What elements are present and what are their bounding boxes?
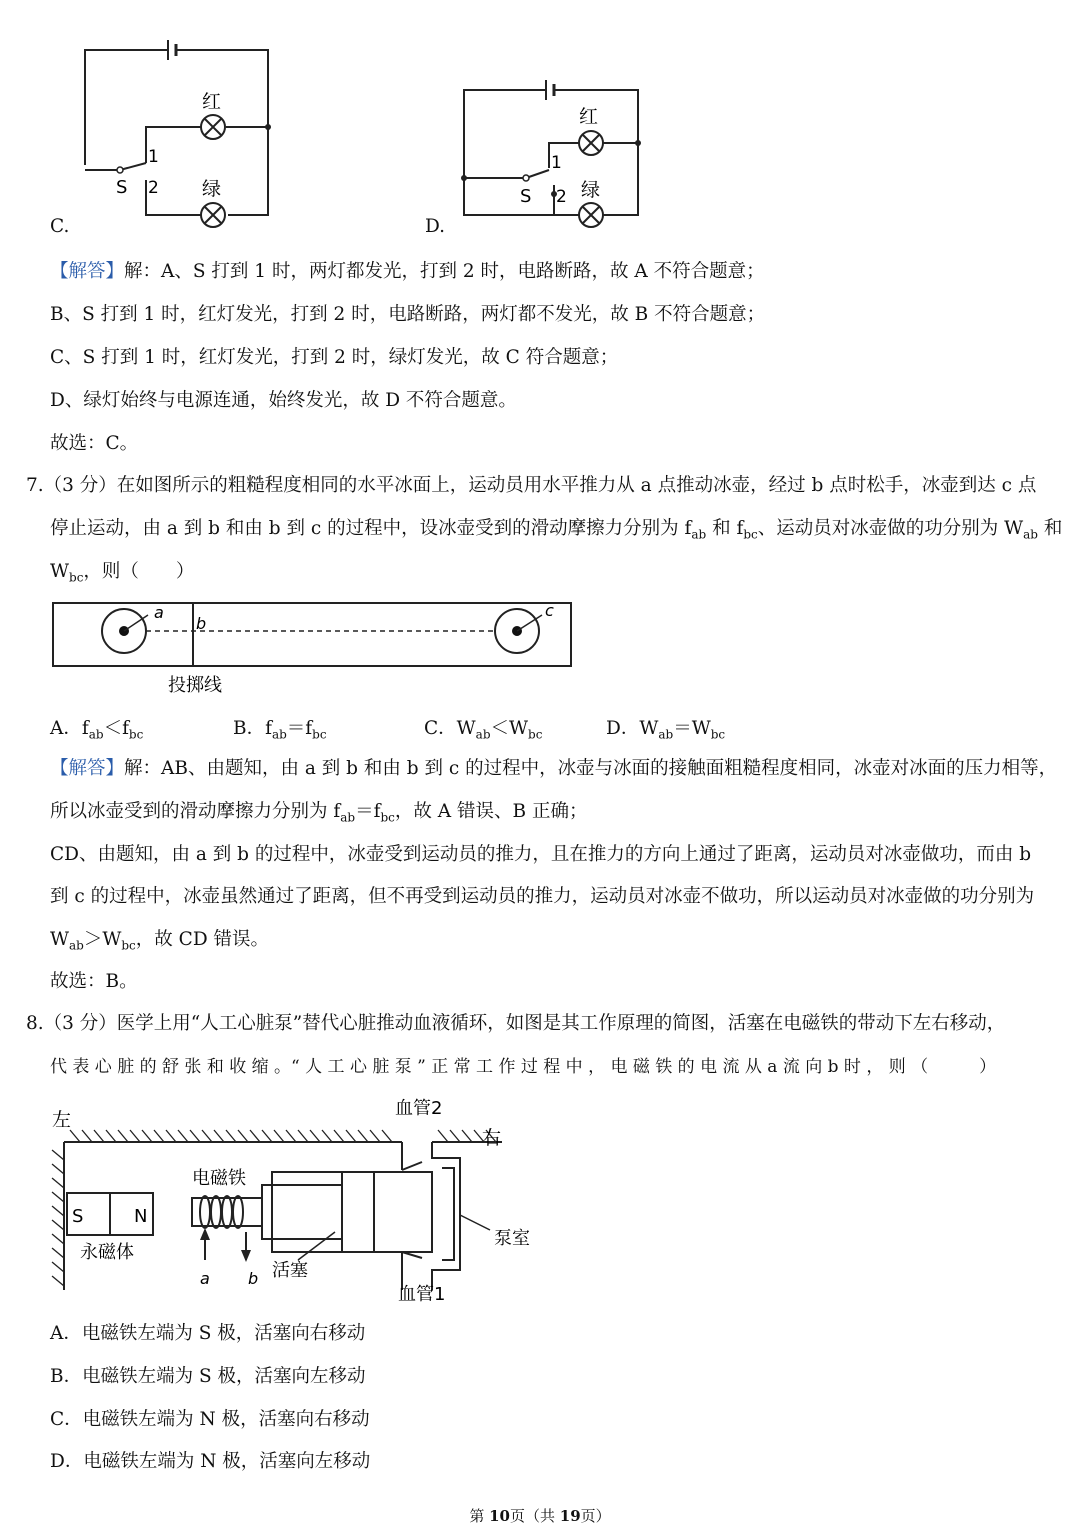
curling-figure (50, 598, 580, 700)
q8-option-c[interactable]: C．电磁铁左端为 N 极，活塞向右移动 (50, 1409, 370, 1430)
contact-1-label: 1 (148, 147, 159, 167)
figure-c-letter: C. (50, 216, 70, 237)
q7-option-c[interactable]: C．$W_{ab}<W_{bc}$ (424, 718, 543, 742)
magnet-n-label: N (134, 1206, 148, 1227)
contact-1-label: 1 (551, 153, 562, 173)
terminal-a-label: a (200, 1269, 210, 1288)
circuit-figure-c (40, 30, 300, 240)
terminal-b-label: b (248, 1269, 259, 1288)
vessel-2-label: 血管2 (395, 1098, 443, 1119)
q7-answer-line-3: CD、由题知，由 a 到 b 的过程中，冰壶受到运动员的推力，且在推力的方向上通过了距离，运动员对冰壶做功，而由 b (50, 844, 1032, 865)
page-number: 10 (489, 1507, 510, 1525)
contact-2-label: 2 (148, 178, 159, 198)
q7-option-b[interactable]: B．$f_{ab}=f_{bc}$ (233, 718, 327, 742)
lamp-red-label: 红 (202, 91, 222, 113)
q6-answer-line-3: C、S 打到 1 时，红灯发光，打到 2 时，绿灯发光，故 C 符合题意； (50, 347, 619, 368)
magnet-label: 永磁体 (80, 1242, 134, 1263)
left-label: 左 (52, 1109, 72, 1131)
q8-stem-line-2: 代 表 心 脏 的 舒 张 和 收 缩 。“ 人 工 心 脏 泵 ” 正 常 工 作 过 程 中 ， 电 磁 铁 的 电 流 从 a 流 向 b 时 ， 则 （ ） (50, 1057, 997, 1077)
vessel-1-label: 血管1 (398, 1284, 446, 1305)
q6-answer-line-2: B、S 打到 1 时，红灯发光，打到 2 时，电路断路，两灯都不发光，故 B 不符合题意； (50, 304, 766, 325)
q7-stem-line-3: $W_{bc}$，则（ ） (50, 561, 195, 585)
circuit-figure-d (440, 70, 660, 240)
pump-chamber-label: 泵室 (494, 1228, 530, 1249)
lamp-green-label: 绿 (202, 178, 222, 200)
q6-answer-line-1: 【解答】解：A、S 打到 1 时，两灯都发光，打到 2 时，电路断路，故 A 不符合题意； (50, 261, 765, 282)
q7-stem-line-1: 7.（3 分）在如图所示的粗糙程度相同的水平冰面上，运动员用水平推力从 a 点推动冰壶，经过 b 点时松手，冰壶到达 c 点 (26, 475, 1037, 496)
q8-option-a[interactable]: A．电磁铁左端为 S 极，活塞向右移动 (50, 1323, 366, 1344)
electromagnet-label: 电磁铁 (192, 1168, 246, 1189)
page-total: 19 (559, 1507, 581, 1525)
q6-answer-line-4: D、绿灯始终与电源连通，始终发光，故 D 不符合题意。 (50, 390, 517, 411)
right-label: 右 (482, 1127, 502, 1149)
heart-pump-figure (50, 1090, 550, 1312)
switch-label: S (116, 177, 128, 198)
q7-option-d[interactable]: D．$W_{ab}=W_{bc}$ (606, 718, 726, 742)
point-a-label: a (154, 603, 164, 622)
q7-answer-line-4: 到 c 的过程中，冰壶虽然通过了距离，但不再受到运动员的推力，运动员对冰壶不做功，所以运动员对冰壶做的功分别为 (50, 886, 1035, 907)
figure-d-letter: D. (425, 216, 446, 237)
piston-label: 活塞 (272, 1260, 308, 1281)
q8-option-b[interactable]: B．电磁铁左端为 S 极，活塞向左移动 (50, 1366, 366, 1387)
q7-option-a[interactable]: A．$f_{ab}<f_{bc}$ (50, 718, 144, 742)
page-footer: 第 10页（共 19页） (469, 1507, 611, 1525)
q7-stem-line-2: 停止运动，由 a 到 b 和由 b 到 c 的过程中，设冰壶受到的滑动摩擦力分别为 $f_{ab}$ 和 $f_{bc}$、运动员对冰壶做的功分别为 $W_{ab}$ 和 (50, 518, 1063, 542)
q7-answer-line-1: 【解答】解：AB、由题知，由 a 到 b 和由 b 到 c 的过程中，冰壶与冰面的接触面粗糙程度相同，冰壶对冰面的压力相等， (50, 758, 1058, 779)
answer-tag: 【解答】 (50, 261, 125, 282)
contact-2-label: 2 (556, 187, 567, 207)
lamp-red-label: 红 (579, 106, 599, 128)
q6-answer-line-5: 故选：C。 (50, 433, 139, 454)
switch-label: S (520, 186, 532, 207)
magnet-s-label: S (72, 1206, 84, 1227)
answer-tag: 【解答】 (50, 758, 125, 779)
point-b-label: b (196, 614, 207, 633)
throw-line-label: 投掷线 (168, 675, 222, 696)
lamp-green-label: 绿 (581, 179, 601, 201)
q7-answer-line-6: 故选：B。 (50, 971, 138, 992)
q8-option-d[interactable]: D．电磁铁左端为 N 极，活塞向左移动 (50, 1451, 371, 1472)
q8-stem-line-1: 8.（3 分）医学上用“人工心脏泵”替代心脏推动血液循环，如图是其工作原理的简图，活塞在电磁铁的带动下左右移动， (26, 1013, 1006, 1034)
point-c-label: c (545, 601, 554, 620)
q7-answer-line-2: 所以冰壶受到的滑动摩擦力分别为 $f_{ab}=f_{bc}$，故 A 错误、B 正确； (50, 801, 588, 825)
q7-answer-line-5: $W_{ab}>W_{bc}$，故 CD 错误。 (50, 929, 270, 953)
